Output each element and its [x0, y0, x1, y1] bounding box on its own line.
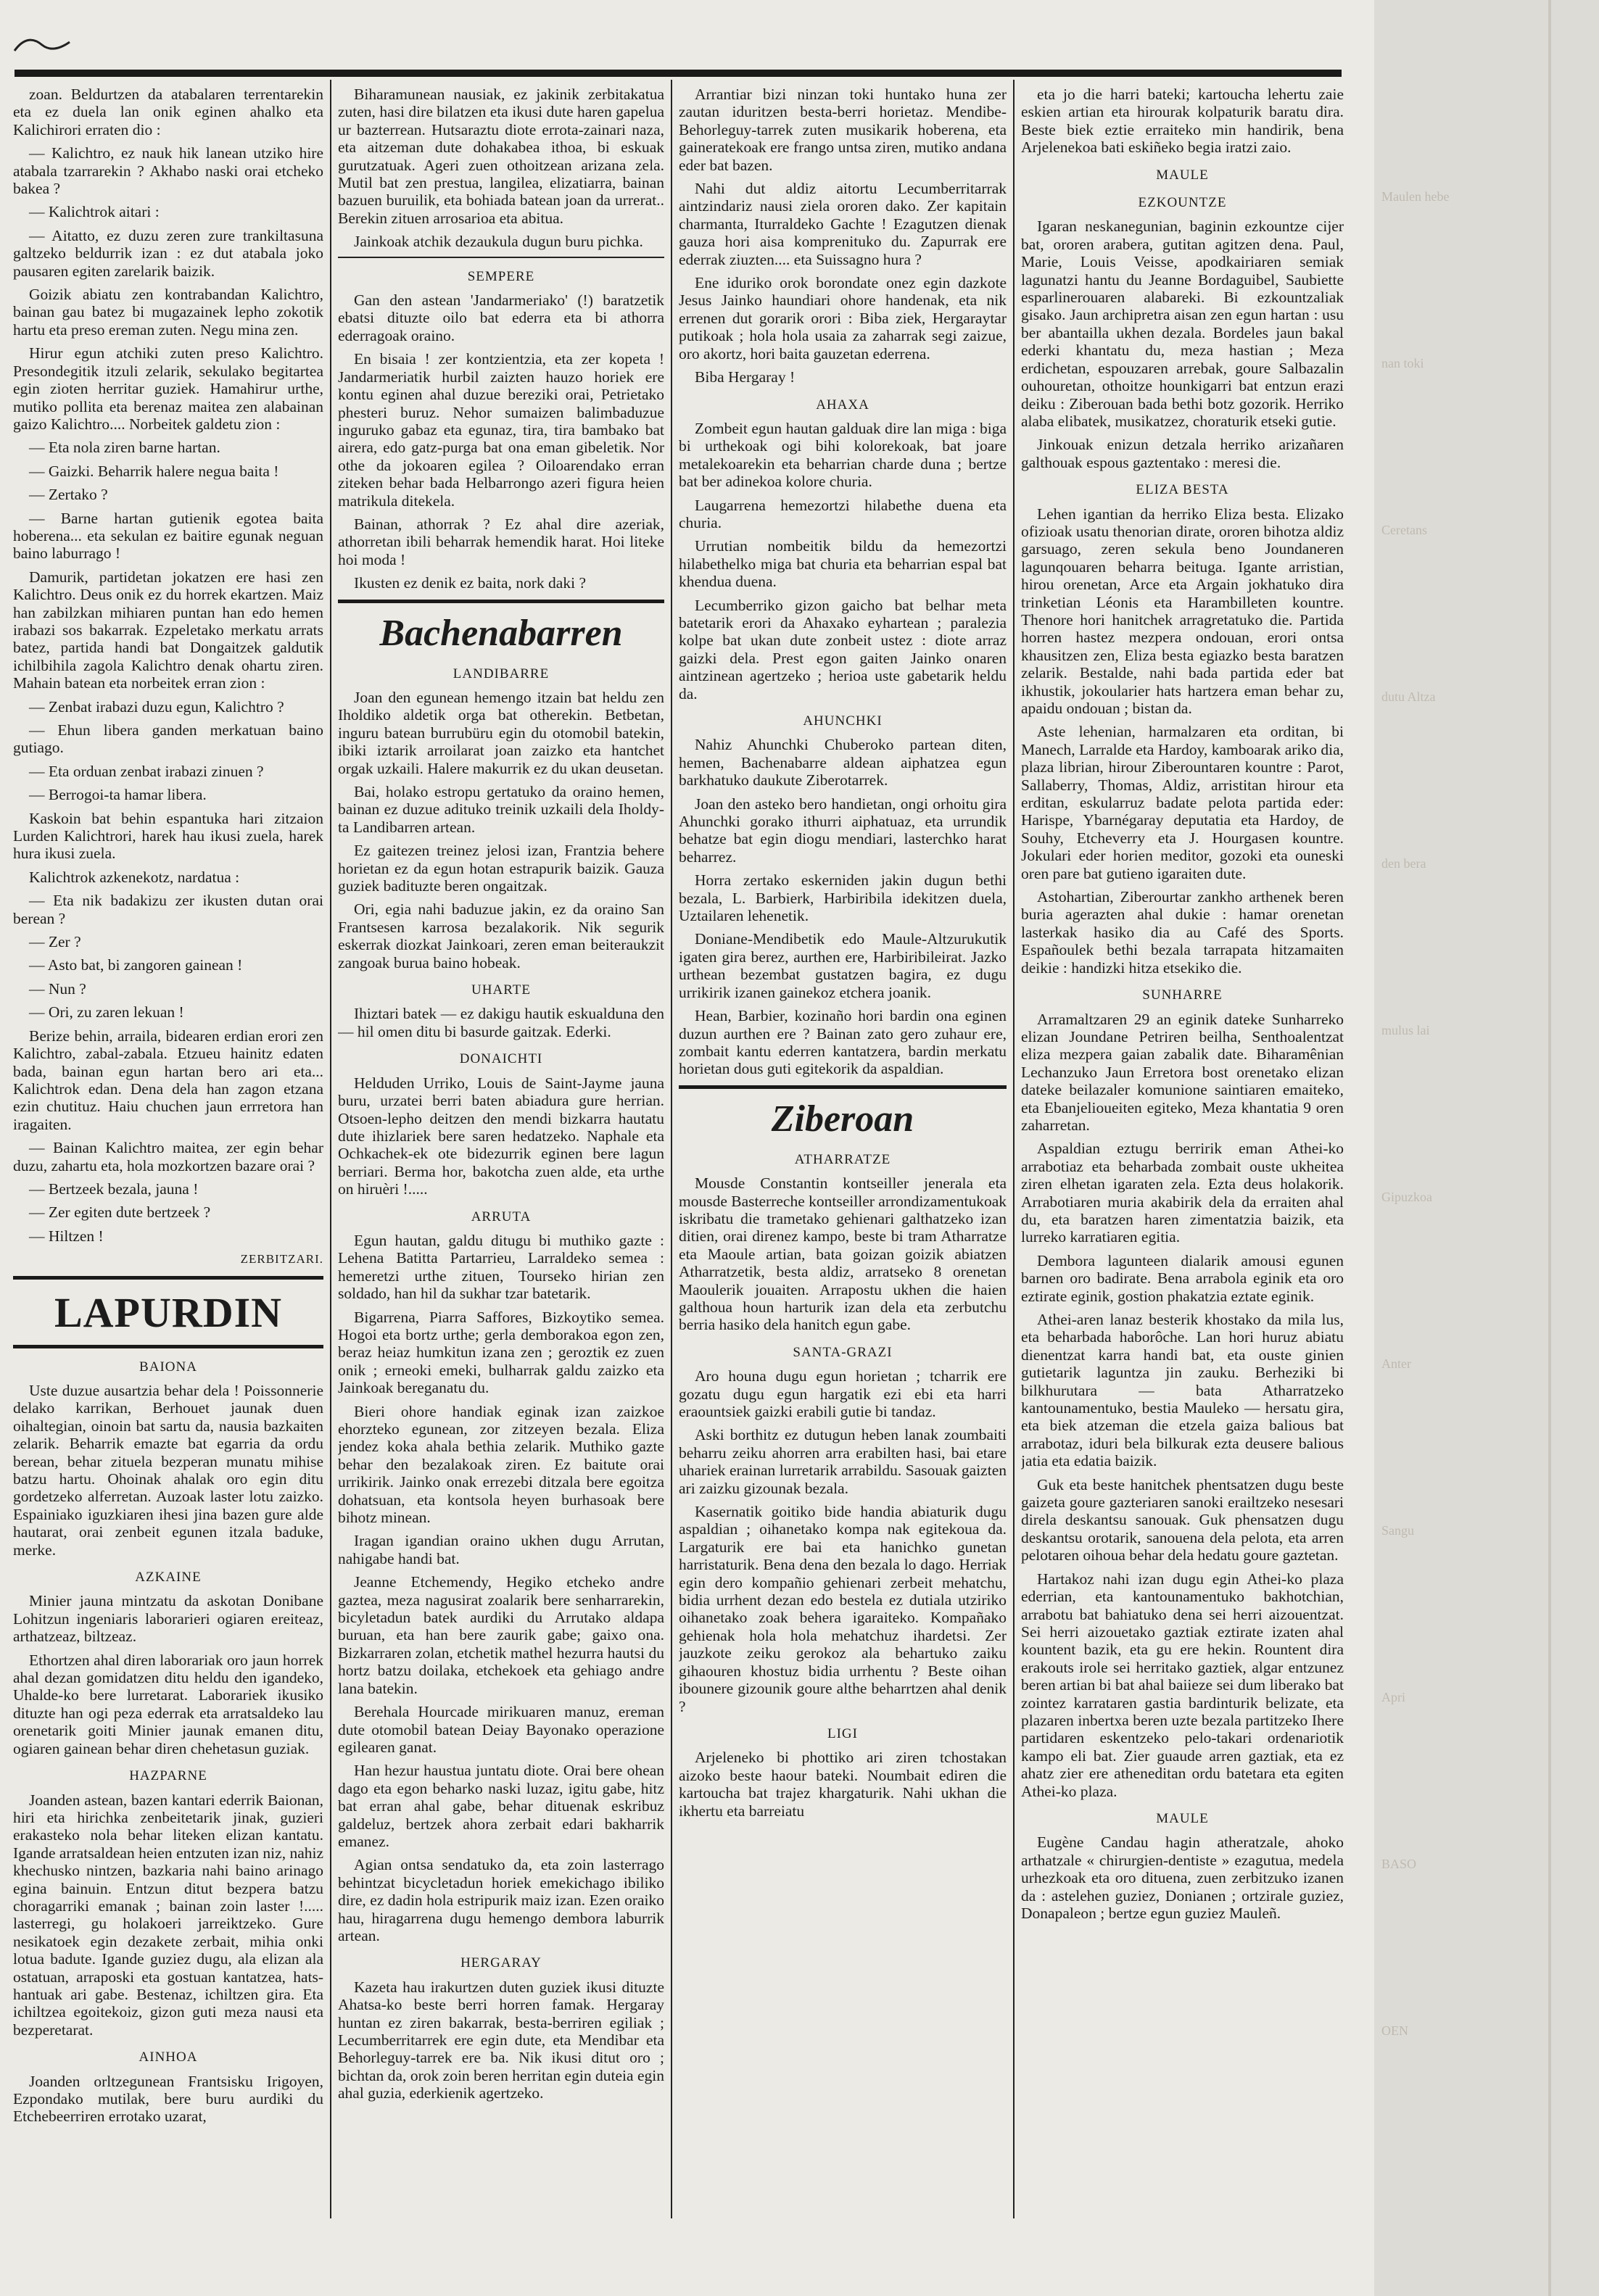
- article-paragraph: Jainkoak atchik dezaukula dugun buru pichka.: [354, 233, 643, 251]
- article-paragraph: — Bainan Kalichtro maitea, zer egin behar duzu, zahartu eta, hola mozkortzen bazare orai ?: [13, 1139, 323, 1174]
- ghost-text-line: nan toki: [1381, 356, 1424, 370]
- article-paragraph: Berehala Hourcade mirikuaren manuz, ereman dute otomobil batean Deiay Bayonako operazione egilearen ganat.: [338, 1703, 664, 1756]
- column-1: [13, 86, 323, 2217]
- article-paragraph: Hartakoz nahi izan dugu egin Athei-ko plaza ederrian, eta kantounamentuko bakhotchian, arrabotu bat bahiatuko dena sei herri aizouentzat. Sei herri aizouetako gaztiak eztirate izaten ahal kountent bazik, eta gu ere hekin. Rountent dira erakouts irole sei herritako gaztiek, algar entzunez beren artian bi bat ahal baiieze sei dum liberako bat zointez karrataren gastia bardinturik belizate, eta plazaren inbertxa beren uzte bezala partitzeko Ihere partidaren eskentzeko pelo-takari ordenariotik kampo eli bat. Zier guaude arren gaztiak, eta ez ahatz zier ere atheneditan ordu batetara eta egiten Athei-ko plaza.: [1021, 1570, 1344, 1800]
- article-paragraph: Egun hautan, galdu ditugu bi muthiko gazte : Lehena Batitta Partarrieu, Larraldeko semea : hemeretzi urthe zituen, Tourseko hirian zen soldado, han hil da sukhar tzar batetarik.: [338, 1231, 664, 1303]
- article-paragraph: Gan den astean 'Jandarmeriako' (!) baratzetik ebatsi dituzte oilo bat ederra eta bi athorra ederragoak oraino.: [338, 291, 664, 344]
- article-paragraph: Jeanne Etchemendy, Hegiko etcheko andre gaztea, meza nagusirat zoalarik bere senharrarekin, bicyletadun batek aurdiki du Arrutako aldapa buruan, eta han bere zaurik gabe; gaixo ona. Bizkarraren zolan, etchetik mathel hezurra hautsi du hortz batzu doilaka, etchekoek eta gehiago andre lana batekin.: [338, 1573, 664, 1697]
- article-paragraph: Lecumberriko gizon gaicho bat belhar meta batetarik erori da Ahaxako eyhartean ; paralezia kolpe bat ukan dute zonbeit ustez : diote arraz gaizki dela. Prest egon gaiten Jainko onaren aintzinean agertzeko ; herioa uste gabetarik heldu da.: [679, 596, 1007, 703]
- article-paragraph: Joan den egunean hemengo itzain bat heldu zen Iholdiko aldetik orga bat otherekin. Betbetan, inguru batean burrubüru egin du otomobil batekin, ibiki iztarik arroilarat joan zaizko eta hantchet orgak uzkaili. Halere makurrik ez du ukan deusetan.: [338, 688, 664, 777]
- article-paragraph: Joanden orltzegunean Frantsisku Irigoyen, Ezpondako mutilak, bere buru aurdiki du Etchebeerriren errotako uzarat,: [13, 2072, 323, 2126]
- article-paragraph: Bigarrena, Piarra Saffores, Bizkoytiko semea. Hogoi eta bortz urthe; gerla demborakoa egon zen, beraz heiaz humkitun izana zen ; geroztik ez zuen onik ; erneoki emeki, bulharrak galdu zaizko eta Jainkoak bereganatu du.: [338, 1308, 664, 1397]
- ghost-text-line: Sangu: [1381, 1523, 1414, 1538]
- column-divider: [330, 80, 331, 2218]
- article-paragraph: Ez gaitezen treinez jelosi izan, Frantzia behere horietan ez da egun hotan estrapurik baizik. Gauza guziek badituzte beren ongaitzak.: [338, 842, 664, 895]
- article-paragraph: eta jo die harri bateki; kartoucha lehertu zaie eskien artian eta hirourak kolpaturik baratu dira. Beste biek eztie erraiteko min handirik, bena Arjelenekoa bati eskiñeko begia iratzi zaio.: [1021, 86, 1344, 157]
- article-paragraph: Iragan igandian oraino ukhen dugu Arrutan, nahigabe handi bat.: [338, 1532, 664, 1567]
- article-paragraph: Bieri ohore handiak eginak izan zaizkoe ehorzteko egunean, zor zitzeyen bezala. Eliza jendez koka ahala bethia zelarik. Muthiko gazte behar den bezalakoak ziren. Ez baitute orai urrikirik. Jainko onak errezebi ditzala bere egoitza dohatsuan, eta kontsola heyen burhasoak bere bihotz minean.: [338, 1402, 664, 1527]
- article-paragraph: Berize behin, arraila, bidearen erdian erori zen Kalichtro, zabal-zabala. Etzueu hainitz edaten bada, bainan egun hartan bero ari eta... Kalichtrok edan. Dena dela han zagon etzana ezin chutituz. Haiu chuchen jaun errretora han iragaiten.: [13, 1027, 323, 1133]
- section-heading: DONAICHTI: [459, 1051, 543, 1067]
- section-heading: SANTA-GRAZI: [793, 1344, 893, 1360]
- article-paragraph: Joanden astean, bazen kantari ederrik Baionan, hiri eta hirichka zenbeitetarik jinak, guzieri erakasteko nola behar liteken elizan kantatu. Igande arratsaldean heien entzuten izan niz, nahiz khechusko nintzen, bazkaria nahi baino arinago egina bainuin. Entzun ditut bezpera batzu choragarriki emanak ; bainan zoin laster !..... lasterregi, gu holakoeri jarreiktzeko. Gure nesikatoek egin dezakete zerbait, mihia onki lotua badute. Igande guziez dugu, ala elizan ala ostatuan, arraposki eta gostuan kantatzea, hats-hantuak ari gabe. Bestenaz, ichiltzen gira. Eta ichiltzea egoitekoiz, gizon guti meza nausi eta bezperetarat.: [13, 1791, 323, 2039]
- article-paragraph: — Ori, zu zaren lekuan !: [29, 1003, 184, 1021]
- region-heading: Bachenabarren: [379, 612, 623, 654]
- article-paragraph: Igaran neskanegunian, baginin ezkountze cijer bat, ororen arabera, gutitan agitzen dena. Paul, Marie, Louis Veisse, apodkairiaren semiak lagunatzi hantu du Jeanne Bordaguibel, Saubiette esparlinerouaren alabareki. Bi ezkountzaliak gisako. Jaun archipretra aisan zen egun hartan : usu ber abantailla ukhen dezala. Bordeles jaun bakal ederki khantatu du, meza hastian ; Meza erdichetan, espouzaren arrebak, goure Salbazalin ouhouretan, othoitze hounkigarri bat entzun erazi deiku : Ziberouan bada bethi botz gozorik. Herriko alaba elibatek, musikatzez, choraturik etseki gutie.: [1021, 217, 1344, 430]
- column-3: [679, 86, 1007, 2217]
- ornament-curl-icon: [13, 29, 71, 58]
- section-heading: UHARTE: [471, 982, 531, 998]
- article-paragraph: — Asto bat, bi zangoren gainean !: [29, 956, 243, 974]
- article-paragraph: Guk eta beste hanitchek phentsatzen dugu beste gaizeta goure gazteriaren sanoki erailtzeko nesesari direla deskantsu sanouak. Guk phensatzen dugu deskantsu orotarik, sanouena dela pelota, eta arren pelotaren oihoua behar dela hedatu goure gaztetan.: [1021, 1475, 1344, 1564]
- ghost-text-line: den bera: [1381, 856, 1426, 871]
- article-paragraph: — Zer egiten dute bertzeek ?: [29, 1203, 211, 1222]
- article-paragraph: Lehen igantian da herriko Eliza besta. Elizako ofizioak usatu thenorian dirate, ororen bihotza aldiz garsuago, zeren sekula beno Joundaneren lagunqouaren beharra beituga. Igante arristian, hirou orenetan, Arce eta Argain jokhatuko dira trinketian Léonis eta Harambilleten kountre. Thenore hori hanitchek arragretatuko die. Partida horren hastez mezpera ondouan, erori ontsa khausitzen zen, Eliza besta egiazko besta baratzen zelarik. Bestalde, nahi bada partida eder bat ikhustik, jokoularier hats hartzera eman behar zu, apaidu ondouan ; bistan da.: [1021, 505, 1344, 717]
- section-heading: SUNHARRE: [1142, 987, 1223, 1003]
- ghost-text-line: Maulen hebe: [1381, 189, 1450, 204]
- section-rule: [679, 1085, 1007, 1089]
- region-heading: LAPURDIN: [54, 1288, 283, 1336]
- article-paragraph: Han hezur haustua juntatu diote. Orai bere ohean dago eta egon beharko naski luzaz, igitu gabe, hitz bat erran ahal gabe, behar dituenak eskribuz galdeluz, bertzek ahora zerbait edari bakharrik emanez.: [338, 1762, 664, 1850]
- article-paragraph: — Zertako ?: [29, 486, 108, 504]
- section-heading: AZKAINE: [135, 1570, 202, 1586]
- ghost-text-line: Ceretans: [1381, 523, 1427, 537]
- section-rule: [338, 257, 664, 258]
- article-paragraph: Eugène Candau hagin atheratzale, ahoko arthatzale « chirurgien-dentiste » ezagutua, medela urhezkoak eta oro dituena, zuen zerbitzuko izanen da : astelehen guziez, Donianen ; ortzirale guziez, Donapaleon ; bertze egun guziez Mauleñ.: [1021, 1833, 1344, 1922]
- article-paragraph: Ethortzen ahal diren laborariak oro jaun horrek ahal dezan gomidatzen ditu heldu den igandeko, Uhalde-ko bere lurretarat. Laborariek ikusiko dituzte han ogi peza ederrak eta arratsaldeko lau orenetarik goiti Minier jaunak emanen ditu, ogiaren gainean behar diren chehetasun guziak.: [13, 1651, 323, 1757]
- article-paragraph: — Kalichtro, ez nauk hik lanean utziko hire atabala tzarrarekin ? Akhabo naski orai etcheko bakea ?: [13, 144, 323, 198]
- article-paragraph: Dembora lagunteen dialarik amousi egunen barnen oro badirate. Bena arrabola eginik eta oro eztirate eginik, gostion phakatzia eztate eginik.: [1021, 1251, 1344, 1305]
- article-paragraph: En bisaia ! zer kontzientzia, eta zer kopeta ! Jandarmeriatik hurbil zaizten hauzo horiek ere kontu eginen ahal duzue bereziki orai, Petrietako phesteri buruz. Nehor sumaizen balimbaduzue inguruko gabaz eta egunaz, tira, tira bambako bat airera, edo gatz-purga bat ona eman gibeletik. Nor othe da jokoaren egilea ? Oiloarendako erran ziteken behar bada Helbarrongo azeri figura heien matrikula ditekela.: [338, 350, 664, 510]
- section-heading: ATHARRATZE: [794, 1151, 891, 1167]
- section-heading: LIGI: [827, 1725, 858, 1741]
- article-paragraph: Kaskoin bat behin espantuka hari zitzaion Lurden Kalichtrori, harek hau ikusi zuela, harek hura ikusi zuela.: [13, 809, 323, 863]
- section-heading: ELIZA BESTA: [1136, 482, 1229, 498]
- article-paragraph: — Gaizki. Beharrik halere negua baita !: [29, 462, 279, 480]
- section-heading: AINHOA: [139, 2050, 198, 2065]
- adjacent-page-margin: [1374, 0, 1599, 2296]
- article-paragraph: Nahi dut aldiz aitortu Lecumberritarrak aintzindariz nausi ziela ororen dako. Zer kapitain charmanta, Iturraldeko Gachte ! Ezagutzen dienak gauza hori aisa komprenituko du. Zapurrak ere ederrak ziuzten.... eta Suissagno hura ?: [679, 180, 1007, 268]
- column-divider: [671, 80, 672, 2218]
- section-heading: HERGARAY: [460, 1955, 542, 1971]
- article-paragraph: Ene iduriko orok borondate onez egin dazkote Jesus Jainko haundiari ohore handenak, eta nik errenen dut gorarik orori : Biba ziek, Hergaraytar putikoak ; hola hola usaia za zaharrak segi zaizue, oro akortz, hori baita gauzetan ederrena.: [679, 274, 1007, 362]
- article-paragraph: — Eta nola ziren barne hartan.: [29, 439, 220, 457]
- ghost-text-line: BASO: [1381, 1857, 1417, 1871]
- section-heading: MAULE: [1156, 167, 1209, 183]
- article-paragraph: Ihiztari batek — ez dakigu hautik eskualduna den — hil omen ditu bi basurde gaitzak. Ederki.: [338, 1005, 664, 1040]
- article-paragraph: Agian ontsa sendatuko da, eta zoin lasterrago behintzat bicycletadun horiek emekichago ibiliko dire, ez dadin hola estripurik maiz izan. Ezen oraiko hau, hiragarrena dugu hemengo dembora laburrik artean.: [338, 1856, 664, 1944]
- article-paragraph: — Berrogoi-ta hamar libera.: [29, 786, 207, 804]
- ghost-text-line: mulus lai: [1381, 1023, 1430, 1037]
- article-paragraph: Zombeit egun hautan galduak dire lan miga : biga bi urthekoak ogi bihi kolorekoak, bat joare metalekoarekin eta beharrian charde duna ; bertze bat ber adinekoa kolore churia.: [679, 419, 1007, 491]
- article-paragraph: Ori, egia nahi baduzue jakin, ez da oraino San Frantsesen karrosa bezalakorik. Nik segurik eskerrak diozkat Jainkoari, zeren eman beiteraukzit zangoak burua baino hobeak.: [338, 900, 664, 971]
- article-paragraph: zoan. Beldurtzen da atabalaren terrentarekin eta ez duela lan onik eginen ahalko eta Kalichirori erraten dio :: [13, 86, 323, 138]
- section-heading: MAULE: [1156, 1810, 1209, 1826]
- column-4: [1021, 86, 1344, 2217]
- section-heading: BAIONA: [139, 1359, 197, 1375]
- section-heading: LANDIBARRE: [453, 666, 550, 681]
- article-paragraph: Urrutian nombeitik bildu da hemezortzi hilabethelko miga bat churia eta beharrian espal bat khendua duena.: [679, 537, 1007, 591]
- article-paragraph: Helduden Urriko, Louis de Saint-Jayme jauna buru, urzatei berri baten abiadura gure herrian. Otsoen-lepho deitzen den mendi bizkarra hautatu dute ihizlariek bere saren hedatzeko. Naphale eta Ochkachek-ek ote bidezurrik eginen bere lagun berriari. Berma hor, bakotcha zuen alde, eta urthe on hiruèri !.....: [338, 1074, 664, 1198]
- article-paragraph: Nahiz Ahunchki Chuberoko partean diten, hemen, Bachenabarre aldean aiphatzea egun barkhatuko daukute Ziberotarrek.: [679, 736, 1007, 789]
- column-2: [338, 86, 664, 2217]
- region-heading: Ziberoan: [771, 1098, 914, 1140]
- article-paragraph: — Eta nik badakizu zer ikusten dutan orai berean ?: [13, 892, 323, 927]
- article-paragraph: Damurik, partidetan jokatzen ere hasi zen Kalichtro. Deus onik ez du horrek ekartzen. Maiz han zabilzkan mihiaren puntan han edo hemen irabazi sos bakarrak. Ezpeletako merkatu arrats batez, partida handi bat Dongaitzek galdutik ichilbihila zagola Kalichtro denak ohartu ziren. Mahain batean eta norbeitek erran zion :: [13, 568, 323, 692]
- article-paragraph: Joan den asteko bero handietan, ongi orhoitu gira Ahunchki gorako ithurri aiphatuaz, eta urrundik behatze bat egin diogu mendiari, lasterchko harat beharrez.: [679, 795, 1007, 866]
- article-paragraph: Goizik abiatu zen kontrabandan Kalichtro, bainan gau batez bi mugazainek lepho zokotik hartu eta preso ereman zuten. Negu mina zen.: [13, 286, 323, 339]
- article-paragraph: Mousde Constantin kontseiller jenerala eta mousde Basterreche kontseiller arrondizamentukoak iskribatu die trametako gehienari galthatzeko izan ditien, orai direnez kampo, beste bi tram Atharratze eta Maoule artian, bata goizan goizik abiatzen Atharratzetik, besta aldiz, arratseko 8 orenetan Maoulerik jouaiten. Arrapostu ukhen die haien galthoua houn harturik izan dela eta zerbutchu berria hasiko dela hanitch egun gabe.: [679, 1174, 1007, 1334]
- section-heading: HAZPARNE: [129, 1768, 207, 1784]
- article-paragraph: — Nun ?: [29, 979, 86, 998]
- article-paragraph: Arrantiar bizi ninzan toki huntako huna zer zautan iduritzen besta-berri horietaz. Mendibe-Behorleguy-tarrek zuten musikarik hoberena, eta gaineratekoak ere frango untsa ziren, mutiko andana eder bat bazen.: [679, 86, 1007, 174]
- article-paragraph: — Kalichtrok aitari :: [29, 203, 160, 221]
- ghost-text-line: Apri: [1381, 1690, 1405, 1704]
- section-heading: ARRUTA: [471, 1209, 532, 1224]
- article-paragraph: — Ehun libera ganden merkatuan baino gutiago.: [13, 721, 323, 757]
- article-paragraph: Hean, Barbier, kozinaño hori bardin ona eginen duzun aurthen ere ? Bainan zato gero zuhaur ere, zombait kantu ederren kantatzera, bardin merkatu horietan dous guti egitekorik da aspaldian.: [679, 1007, 1007, 1078]
- article-paragraph: Aste lehenian, harmalzaren eta orditan, bi Manech, Larralde eta Hardoy, kamboarak ariko dia, plaza librian, hirour Ziberountaren kountre : Parot, Sallaberry, Thomas, Aldiz, arristitan hirour eta erditan, eskularruz badate pelota partida eder: Harispe, Ybarnégaray deputatia eta Hardoy, de Souhy, Etcheverry eta J. Hourgasen kountre. Jokulari eder horien meditor, gozoki eta ouneski oren pare bat gutieno igaraiten dute.: [1021, 723, 1344, 882]
- article-paragraph: Bainan, athorrak ? Ez ahal dire azeriak, athorretan ibili beharrak hemendik harat. Hoi liteke hoi moda !: [338, 515, 664, 568]
- section-heading: AHAXA: [816, 397, 869, 413]
- article-paragraph: Arramaltzaren 29 an eginik dateke Sunharreko elizan Joundane Petriren beilha, Senthoalentzat eliza mezpera gaian zabalik date. Biharamênian Lechanzuko Jaun Erretora bost orenetako elizan dateke beilazaler komunione saintiaren emaiteko, eta Ebanjelioueiten egiteko, Meza khantatia 9 oren zaharretan.: [1021, 1010, 1344, 1134]
- article-paragraph: — Barne hartan gutienik egotea baita hoberena... eta sekulan ez baitire egunak neguan baino laburrago !: [13, 509, 323, 563]
- article-paragraph: Hirur egun atchiki zuten preso Kalichtro. Presondegitik itzuli zelarik, sekulako begitartea egin zioten herritar guziek. Hamahirur urthe, mutiko pollita eta berenaz maitea zen alabainan gaizo Kalichtro.... Norbeitek galdetu zion :: [13, 344, 323, 433]
- article-paragraph: Arjeleneko bi phottiko ari ziren tchostakan aizoko beste haour bateki. Noumbait ediren die kartoucha bat trajez khargaturik. Nahi ukhan die ikhertu eta barreiatu: [679, 1749, 1007, 1820]
- ghost-text-line: dutu Altza: [1381, 689, 1436, 704]
- article-paragraph: Athei-aren lanaz besterik khostako da mila lus, eta beharbada haborôche. Lan hori huruz abiatu dienentzat karra handi bat, eta ouste ginien gutietarik laguntza jin zauku. Berheziki bi bilkhurutara — bata Atharratzeko kantounamentuko, bestia Mauleko — hersatu gira, eta biek atzeman die etzela gaiza balious bat arrabotaz, iduri bela bilkurak ezta deusere balious jatia eta edatia baizik.: [1021, 1311, 1344, 1470]
- article-paragraph: — Bertzeek bezala, jauna !: [29, 1180, 199, 1198]
- page-fold-line: [1548, 0, 1551, 2296]
- ghost-text-line: OEN: [1381, 2023, 1408, 2038]
- section-subheading: EZKOUNTZE: [1138, 195, 1227, 211]
- ghost-text-line: Gipuzkoa: [1381, 1190, 1432, 1204]
- article-paragraph: — Aitatto, ez duzu zeren zure trankiltasuna galtzeko beldurrik izan : ez dut atabala joko pausaren egiten zarelarik baizik.: [13, 226, 323, 280]
- article-paragraph: Kazeta hau irakurtzen duten guziek ikusi dituzte Ahatsa-ko beste berri horren famak. Hergaray huntan ez ziren bakarrak, besta-berriren egiliak ; Lecumberritarrek ere egin dute, eta Mendibar eta Behorleguy-tarrek ere ba. Nik ikusi ditut oro ; bichtan da, orok zoin beren herritan egin duteia egin ahal guzia, ederkienik agertzeko.: [338, 1978, 664, 2102]
- ghost-text-line: Anter: [1381, 1356, 1411, 1371]
- section-rule: [13, 1276, 323, 1280]
- masthead-rule: [15, 70, 1342, 77]
- section-heading: SEMPERE: [467, 268, 535, 284]
- article-paragraph: Kasernatik goitiko bide handia abiaturik dugu aspaldian ; oihanetako kompa nak egitekoua da. Largaturik ere bai eta hanichko gunetan harristaturik. Bena dena den bezala lo dago. Herriak egin dero kompañio gehienari zerbeit mehatchu, bidia urrhent dezan edo bestela ez dutiala utziriko oihanetako zoak behera igaraiteko. Kompañako gehienak hola hola mehatchuz ihardetsi. Zer jauzkote zeiku gerokoz ala behartuko zaiku gihaouren khostuz bidia urrhentu ? Beste oihan ibounere gizounik goure althe beharrtzen ahal denik ?: [679, 1503, 1007, 1715]
- article-paragraph: Doniane-Mendibetik edo Maule-Altzurukutik igaten gira berez, aurthen ere, Harbiribileirat. Jazko urthean bezembat gustatzen bagira, ez dugu urrikirik izanen gainekoz etchera joanik.: [679, 930, 1007, 1001]
- article-paragraph: Biharamunean nausiak, ez jakinik zerbitakatua zuten, hasi dire bilatzen eta ikusi dute haren gapelua ur bazterrean. Hutsaraztu diote errota-zainari naza, eta aitzeman dute dohakabea ithoa, bi eskuak gurutzatuak. Ageri zuen othoitzean arizana zela. Mutil bat zen prestua, langilea, elizatiarra, bainan bazuen buruilik, eta bohiada batean joan da urrerat.. Berekin zituen arrosarioa eta abitua.: [338, 86, 664, 227]
- article-paragraph: Aspaldian eztugu berririk eman Athei-ko arrabotiaz eta beharbada zombait ouste ukheitea ziren elhetan igaraten zela. Ezta deus holakorik. Arrabotiaren muria akabirik dela da erraiten ahal du, eta baratzen haren zimentatzia baizik, eta lurreko karratiaren egitia.: [1021, 1140, 1344, 1246]
- article-paragraph: — Zenbat irabazi duzu egun, Kalichtro ?: [29, 697, 284, 716]
- article-paragraph: Uste duzue ausartzia behar dela ! Poissonnerie delako karrikan, Berhouet jaunak duen oihaltegian, oinoin bat sartu da, nausia bazkaiten zelarik. Beharrik emazte bat egarria da ordu berean, behar zituela bezperan munatu mihise batzu hartu. Ohoinak ahalak oro egin ditu gordetzeko alferretan. Auzoak laster lotu zaizko. Espainiako iguzkiaren ihesi jina bazen gure alde hautarat, orai zenbeit egunen itzala baduke, merke.: [13, 1381, 323, 1559]
- section-rule: [13, 1345, 323, 1348]
- article-paragraph: Laugarrena hemezortzi hilabethe duena eta churia.: [679, 496, 1007, 531]
- article-paragraph: Kalichtrok azkenekotz, nardatua :: [29, 868, 240, 886]
- article-paragraph: Horra zertako eskerniden jakin dugun bethi bezala, L. Barbierk, Harbiribila idekitzen duela, Uztailaren lehenetik.: [679, 871, 1007, 925]
- section-heading: AHUNCHKI: [803, 713, 883, 729]
- article-paragraph: Jinkouak enizun detzala herriko arizañaren galthouak espous gaztentako : meresi die.: [1021, 436, 1344, 471]
- article-paragraph: — Eta orduan zenbat irabazi zinuen ?: [29, 762, 264, 780]
- article-paragraph: Aski borthitz ez dutugun heben lanak zoumbaiti beharru zeiku ahorren arra erabilten hasi, bai etare uhariek erainan lurretarik arrabildu. Sasouak gaizten ari zaizku gizounak bezala.: [679, 1426, 1007, 1497]
- article-paragraph: Aro houna dugu egun horietan ; tcharrik ere gozatu dugu egun hargatik ezi ebi eta harri eraountsiek gaizki erabili gutie bi tandaz.: [679, 1367, 1007, 1420]
- article-paragraph: Bai, holako estropu gertatuko da oraino hemen, bainan ez duzue adituko treinik uzkaili dela Iholdy-ta Landibarren artean.: [338, 783, 664, 836]
- section-rule: [338, 600, 664, 603]
- article-paragraph: — Zer ?: [29, 933, 81, 951]
- article-paragraph: Ikusten ez denik ez baita, nork daki ?: [354, 574, 586, 592]
- article-paragraph: Minier jauna mintzatu da askotan Donibane Lohitzun ingeniaris laborarieri ogiaren ereiteaz, arthatzeaz, biltzeaz.: [13, 1592, 323, 1646]
- column-divider: [1013, 80, 1015, 2218]
- article-paragraph: — Hiltzen !: [29, 1227, 104, 1245]
- article-paragraph: Astohartian, Ziberourtar zankho arthenek beren buria agerazten ahal dukie : hamar orenetan lasterkak hasiko dia au Café des Sports. Españoulek bethi bezala tarrapata hitzamaiten deikie : handizki hitza etsekiko die.: [1021, 888, 1344, 977]
- author-signature: ZERBITZARI.: [240, 1252, 323, 1267]
- article-paragraph: Biba Hergaray !: [695, 368, 796, 386]
